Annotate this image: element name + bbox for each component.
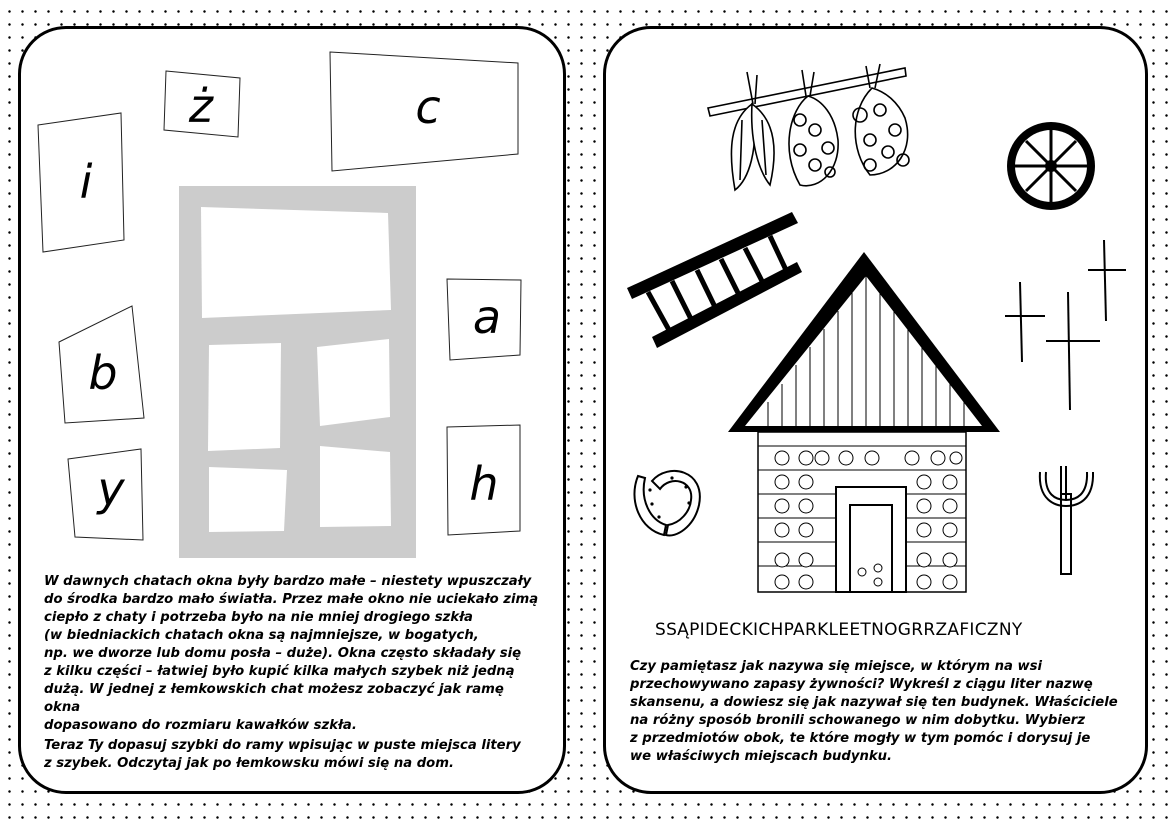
- horseshoe-icon[interactable]: [634, 471, 699, 536]
- tile-letter: a: [472, 290, 502, 344]
- crosses-icon[interactable]: [1005, 240, 1126, 410]
- left-card-task: Teraz Ty dopasuj szybki do ramy wpisując w puste miejsca litery z szybek. Odczytaj jak po łemkowsku mówi się na dom.: [44, 738, 521, 771]
- left-card-description: W dawnych chatach okna były bardzo małe – niestety wpuszczały do środka bardzo mało światła. Przez małe okno nie uciekało zimą ciepło z chaty i potrzeba było na nie mniej drogiego szkła (w biedniackich chatach okna są najmniejsze, w bogatych, np. we dworze lub domu posła – duże). Okna często składały się z kilku części – łatwiej było kupić kilka małych szybek niż jedną dużą. W jednej z łemkowskich chat możesz zobaczyć jak ramę okna dopasowano do rozmiaru kawałków szkła.: [44, 574, 539, 733]
- herbs-icon[interactable]: [708, 64, 909, 190]
- building-icon[interactable]: [728, 252, 1000, 592]
- pitchfork-icon[interactable]: [1040, 466, 1093, 574]
- ladder-icon[interactable]: [627, 212, 802, 348]
- tile-letter: h: [469, 457, 499, 511]
- tile-letter: i: [79, 155, 93, 209]
- tile-letter: y: [97, 462, 125, 516]
- wheel-icon[interactable]: [1007, 122, 1095, 210]
- tile-letter: c: [415, 80, 441, 134]
- tile-letter: ż: [188, 79, 214, 133]
- letter-string: SSĄPIDECKICHPARKLEETNOGRRZAFICZNY: [655, 620, 1023, 640]
- right-card-description: Czy pamiętasz jak nazywa się miejsce, w którym na wsi przechowywano zapasy żywności? Wykreśl z ciągu liter nazwę skansenu, a dowiesz się jak nazywał się ten budynek. Właściciele na różny sposób bronili schowanego w nim dobytku. Wybierz z przedmiotów obok, te które mogły w tym pomóc i dorysuj je we właściwych miejscach budynku.: [630, 659, 1118, 764]
- tile-letter: b: [88, 346, 118, 400]
